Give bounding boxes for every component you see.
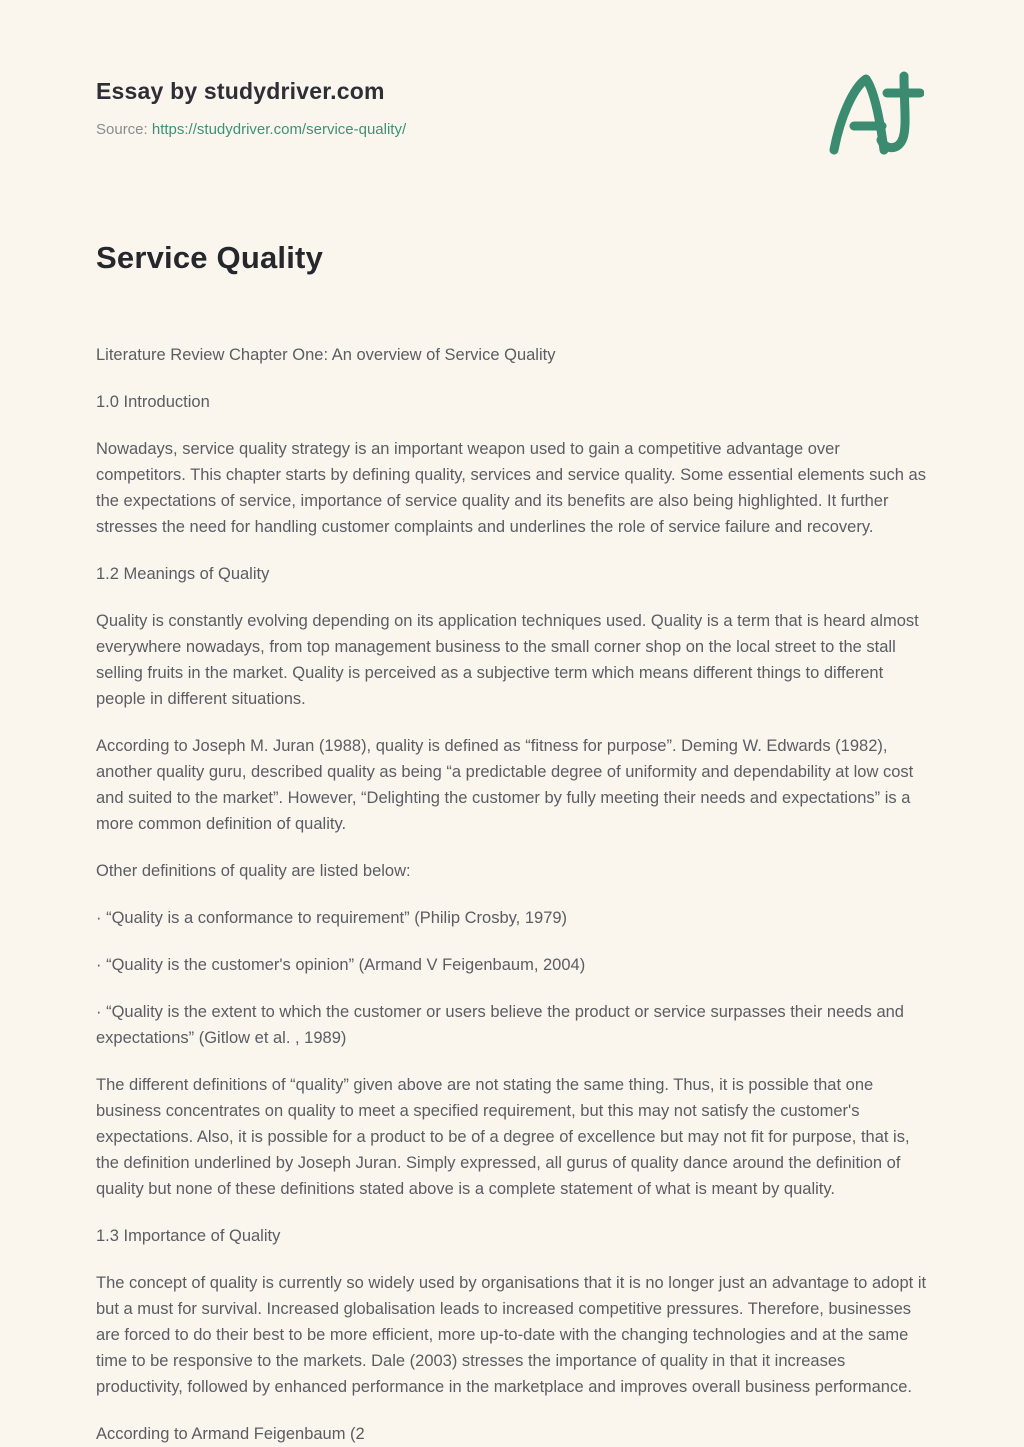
bullet-item: · “Quality is the extent to which the customer or users believe the product or service surpasses their needs and expectations” (Gitlow et al. , 1989) bbox=[96, 1003, 904, 1047]
paragraph: Quality is constantly evolving depending on its application techniques used. Quality is a term that is heard almost everywhere nowadays, from top management business to the small corner shop on the local street to the stall selling fruits in the market. Quality is perceived as a subjective term which means different things to different people in different situations. bbox=[96, 612, 919, 708]
paragraph: The different definitions of “quality” given above are not stating the same thing. Thus, it is possible that one business concentrates on quality to meet a specified requirement, but this may not satisfy the customer's expectations. Also, it is possible for a product to be of a degree of excellence but may not fit for purpose, that is, the definition underlined by Joseph Juran. Simply expressed, all gurus of quality dance around the definition of quality but none of these definitions stated above is a complete statement of what is meant by quality. bbox=[96, 1076, 910, 1198]
source-label: Source: bbox=[96, 121, 148, 138]
bullet-item: · “Quality is the customer's opinion” (Armand V Feigenbaum, 2004) bbox=[96, 956, 586, 974]
source-link[interactable]: https://studydriver.com/service-quality/ bbox=[151, 121, 407, 138]
page-header bbox=[96, 78, 928, 138]
heading-1-2-meanings-of-quality: 1.2 Meanings of Quality bbox=[96, 565, 270, 583]
essay-body bbox=[96, 342, 928, 1447]
heading-1-3-importance-of-quality: 1.3 Importance of Quality bbox=[96, 1227, 281, 1245]
paragraph: Other definitions of quality are listed below: bbox=[96, 862, 411, 880]
essay-title: Service Quality bbox=[96, 240, 324, 275]
site-title: Essay by studydriver.com bbox=[96, 78, 385, 104]
paragraph: Nowadays, service quality strategy is an important weapon used to gain a competitive advantage over competitors. This chapter starts by defining quality, services and service quality. Some essential elements such as the expectations of service, importance of service quality and its benefits are also being highlighted. It further stresses the need for handling customer complaints and underlines the role of service failure and recovery. bbox=[96, 440, 926, 536]
paragraph: According to Joseph M. Juran (1988), quality is defined as “fitness for purpose”. Deming W. Edwards (1982), another quality guru, described quality as being “a predictable degree of uniformity and dependability at low cost and suited to the market”. However, “Delighting the customer by fully meeting their needs and expectations” is a more common definition of quality. bbox=[96, 737, 914, 833]
bullet-item: · “Quality is a conformance to requirement” (Philip Crosby, 1979) bbox=[96, 909, 568, 927]
studydriver-logo-icon bbox=[824, 66, 924, 166]
paragraph-intro-line: Literature Review Chapter One: An overview of Service Quality bbox=[96, 346, 556, 364]
paragraph-truncated: According to Armand Feigenbaum (2 bbox=[96, 1425, 365, 1443]
paragraph: The concept of quality is currently so widely used by organisations that it is no longer just an advantage to adopt it but a must for survival. Increased globalisation leads to increased competitive pressures. Therefore, businesses are forced to do their best to be more efficient, more up-to-date with the changing technologies and at the same time to be responsive to the markets. Dale (2003) stresses the importance of quality in that it increases productivity, followed by enhanced performance in the marketplace and improves overall business performance. bbox=[96, 1274, 927, 1396]
source-line bbox=[96, 121, 928, 138]
heading-1-0-introduction: 1.0 Introduction bbox=[96, 393, 210, 411]
